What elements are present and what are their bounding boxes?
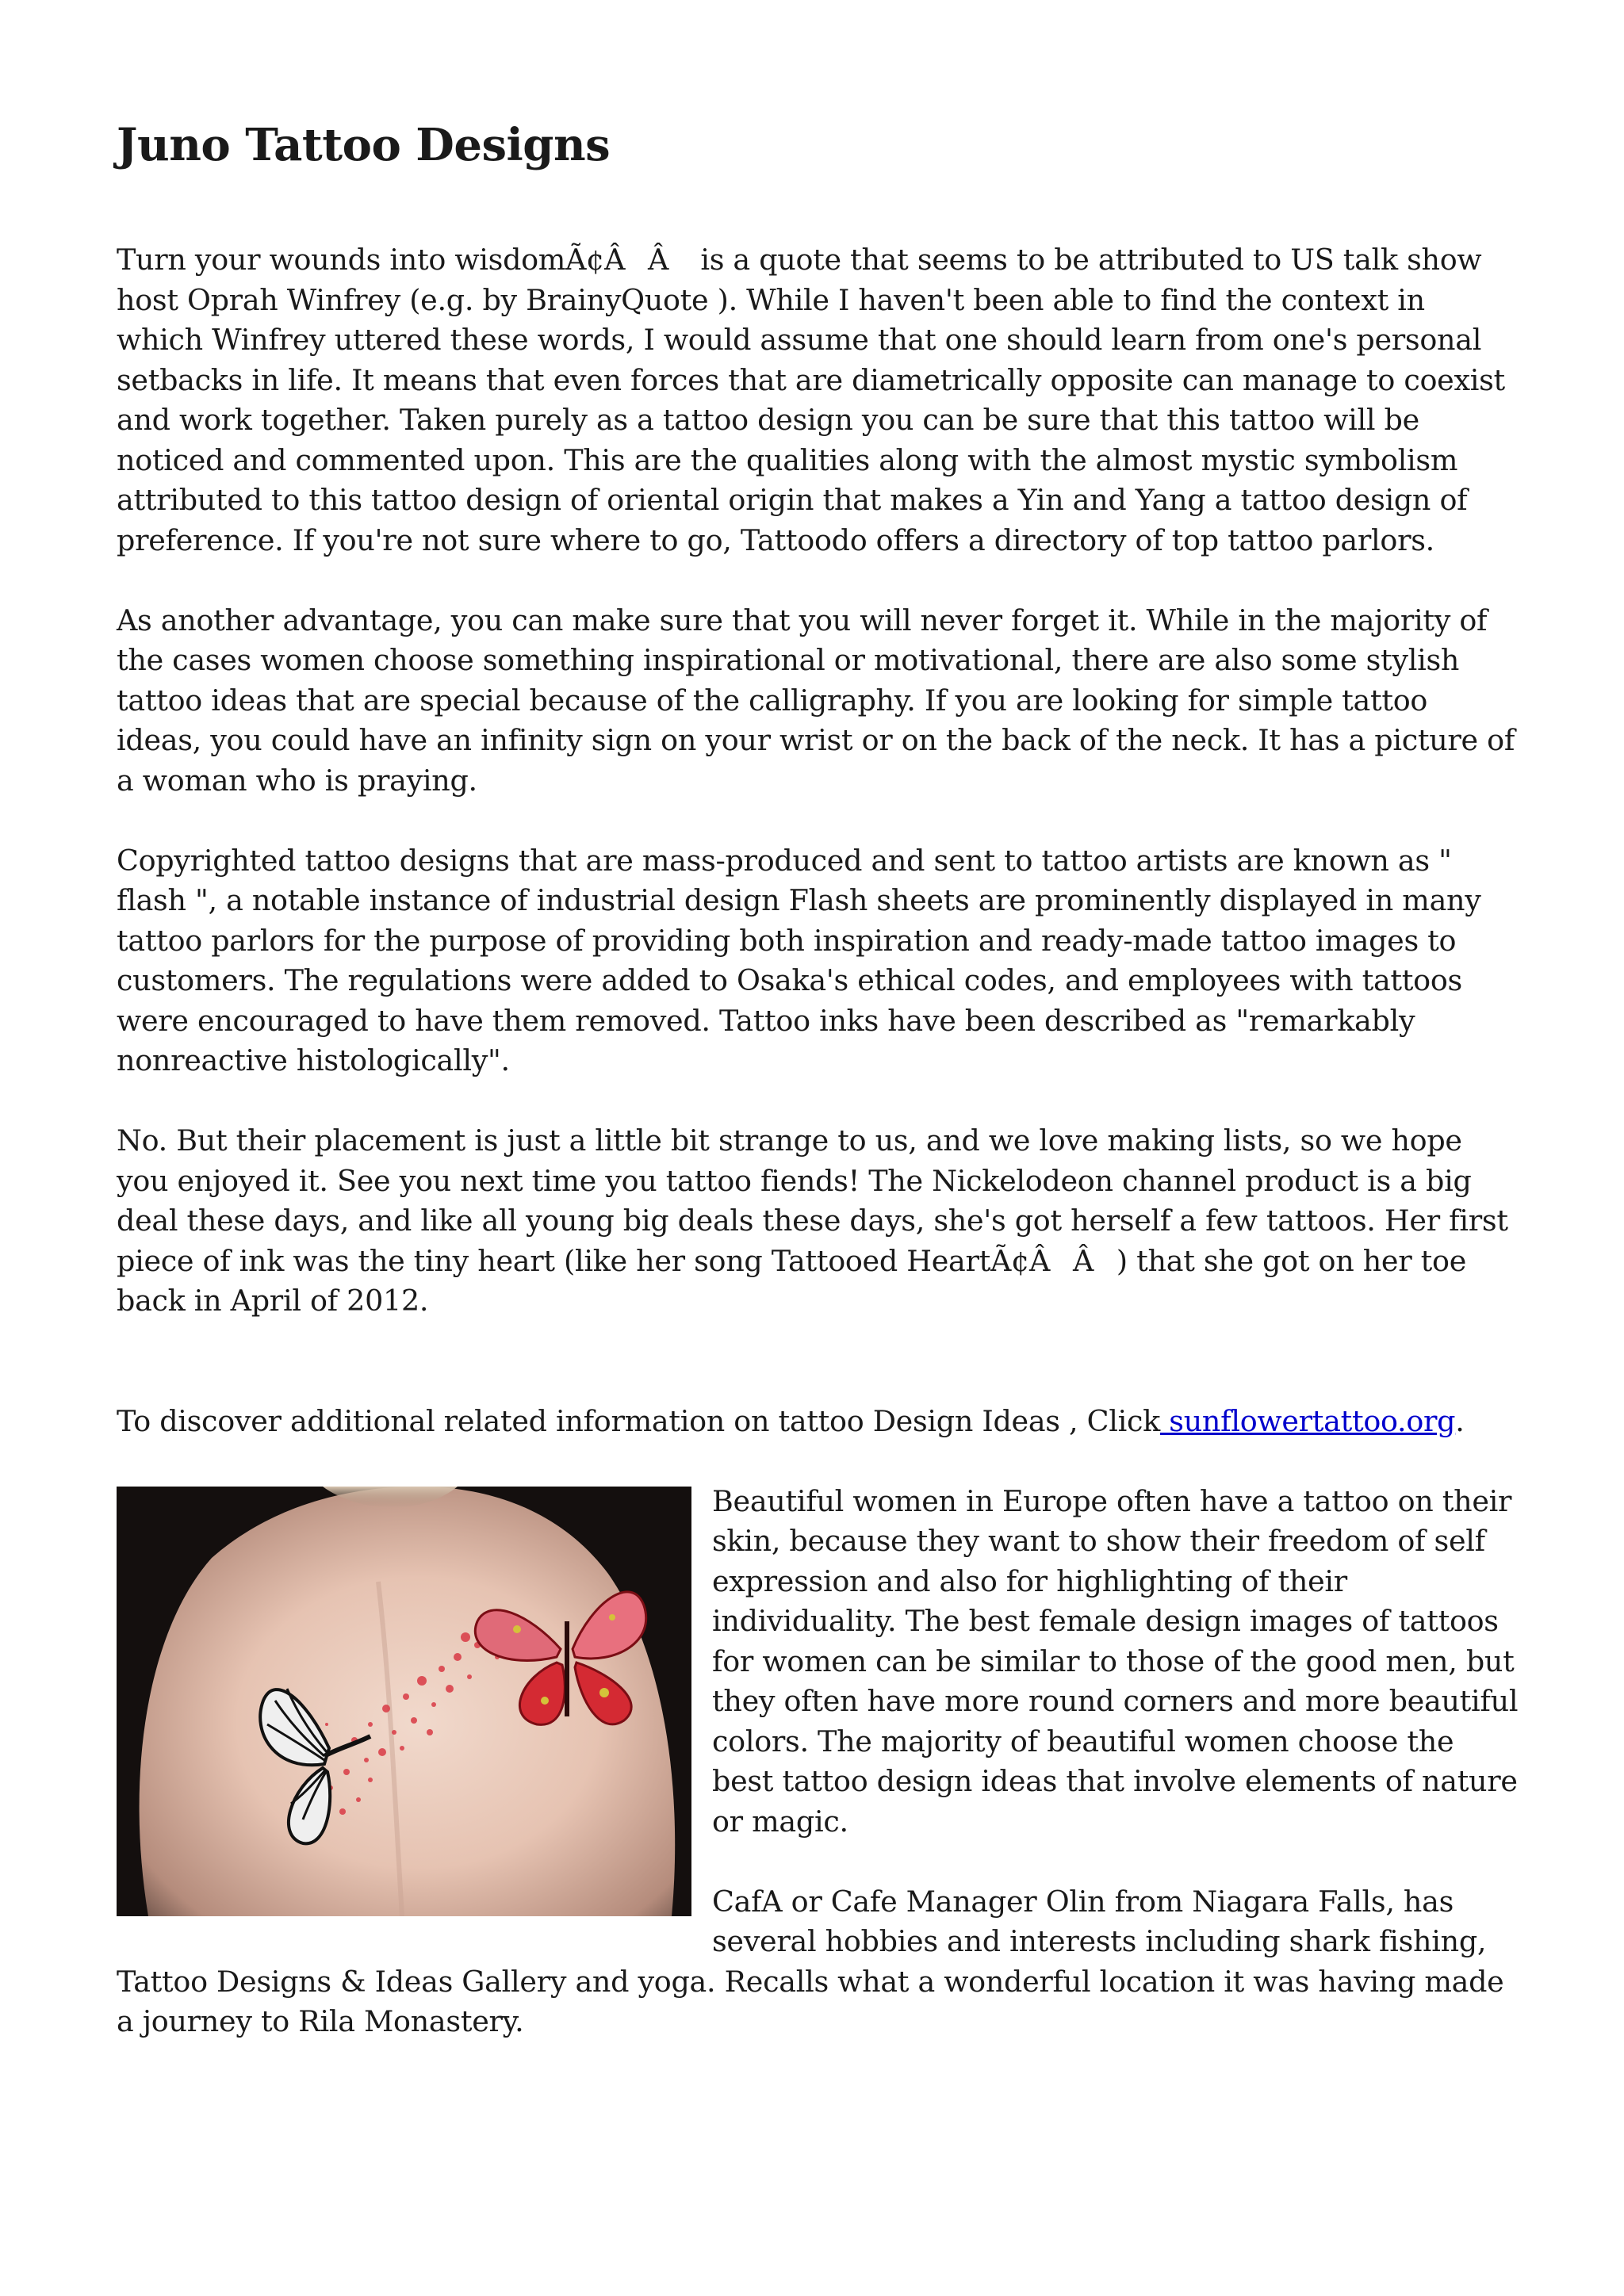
paragraph-copyrighted-designs: Copyrighted tattoo designs that are mass-produced and sent to tattoo artists are known as " flash ", a notable instance of industrial design Flash sheets are prominently displayed in many tattoo parlors for the purpose of providing both inspiration and ready-made tattoo images to customers. The regulations were added to Osaka's ethical codes, and employees with tattoos were encouraged to have them removed. Tattoo inks have been described as "remarkably nonreactive histologically".	[117, 843, 1481, 1078]
paragraph-another-advantage: As another advantage, you can make sure that you will never forget it. While in the majority of the cases women choose something inspirational or motivational, there are also some stylish tattoo ideas that are special because of the calligraphy. If you are looking for simple tattoo ideas, you could have an infinity sign on your wrist or on the back of the neck. It has a picture of a woman who is praying.	[117, 603, 1515, 798]
paragraph-wounds-wisdom: Turn your wounds into wisdomÃ¢ÂÂ is a quote that seems to be attributed to US talk show host Oprah Winfrey (e.g. by BrainyQuote ). While I haven't been able to find the context in which Winfrey uttered these words, I would assume that one should learn from one's personal setbacks in life. It means that even forces that are diametrically opposite can manage to coexist and work together. Taken purely as a tattoo design you can be sure that this tattoo will be noticed and commented upon. This are the qualities along with the almost mystic symbolism attributed to this tattoo design of oriental origin that makes a Yin and Yang a tattoo design of preference. If you're not sure where to go, Tattoodo offers a directory of top tattoo parlors.	[117, 243, 1505, 557]
link-line-suffix: .	[1455, 1403, 1465, 1438]
paragraph-placement: No. But their placement is just a little bit strange to us, and we love making lists, so we hope you enjoyed it. See you next time you tattoo fiends! The Nickelodeon channel product is a big deal these days, and like all young big deals these days, she's got herself a few tattoos. Her first piece of ink was the tiny heart (like her song Tattooed HeartÃ¢ÂÂ) that she got on her toe back in April of 2012.	[117, 1123, 1508, 1318]
sunflowertattoo-link[interactable]: sunflowertattoo.org	[1159, 1403, 1456, 1438]
link-line-prefix: To discover additional related information on tattoo Design Ideas , Click	[117, 1403, 1160, 1438]
page-title: Juno Tattoo Designs	[117, 119, 611, 171]
beauty-paragraph-text: Beautiful women in Europe often have a tattoo on their skin, because they want to show their freedom of self expression and also for highlighting of their individuality. The best female design images of tattoos for women can be similar to those of the good men, but they often have more round corners and more beautiful colors. The majority of beautiful women choose the best tattoo design ideas that involve elements of nature or magic.	[712, 1483, 1519, 1839]
paragraph-beautiful-women	[117, 1482, 1520, 2042]
document-page	[117, 119, 1520, 2042]
link-line	[117, 1402, 1520, 1442]
butterfly-tattoo-photo	[117, 1487, 691, 1916]
paragraph-cafe-manager: CafA or Cafe Manager Olin from Niagara Falls, has several hobbies and interests including shark fishing, Tattoo Designs & Ideas Gallery and yoga. Recalls what a wonderful location it was having made a journey to Rila Monastery.	[117, 1884, 1504, 2039]
